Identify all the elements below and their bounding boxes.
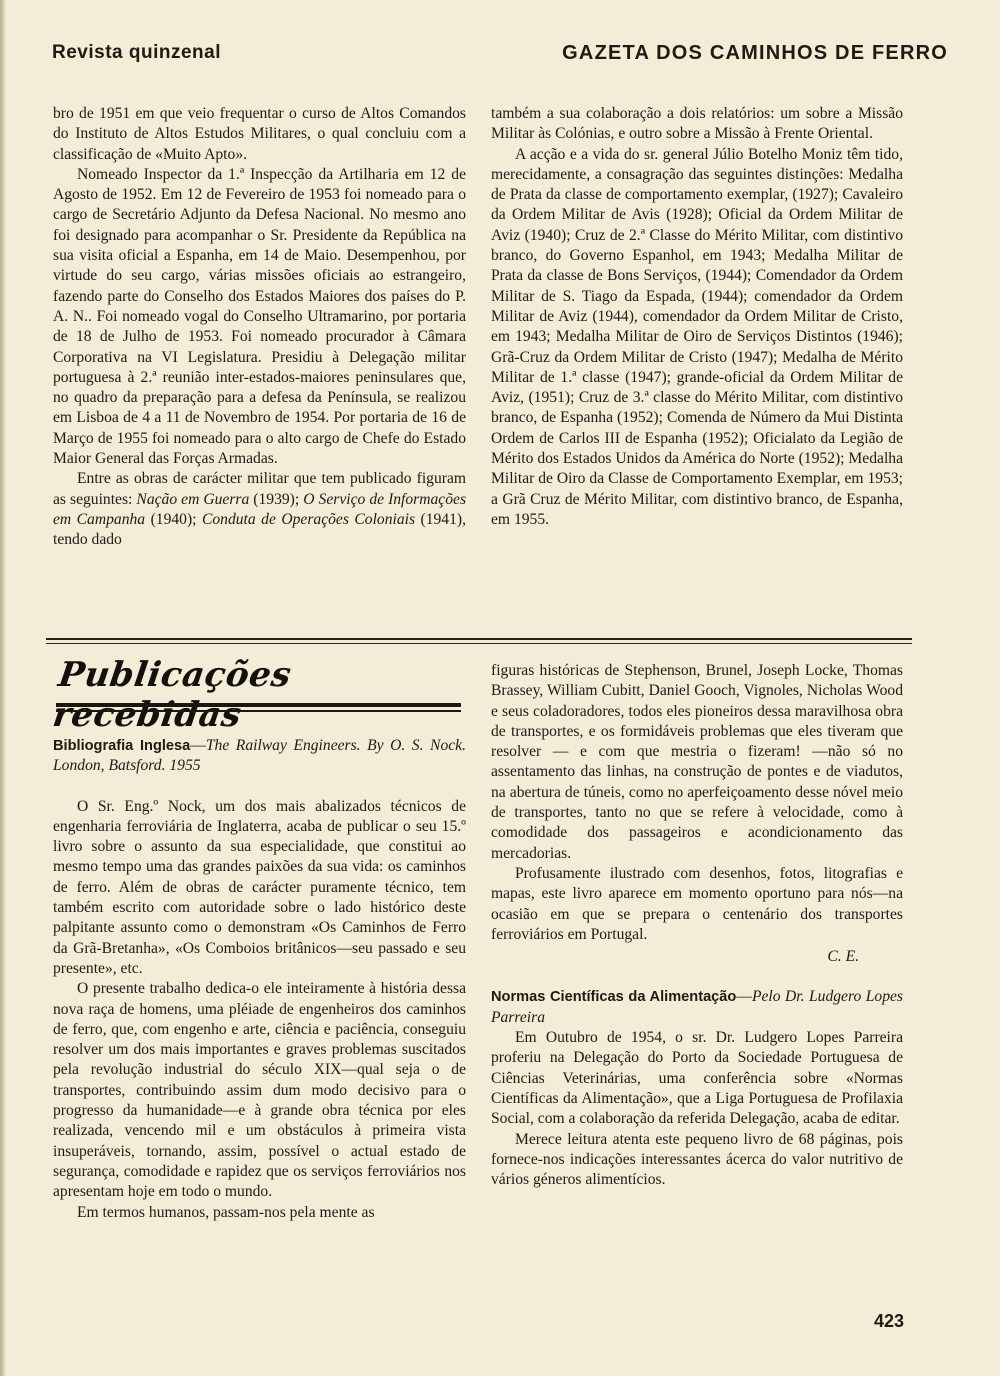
page-edge: [0, 0, 6, 1376]
section-title: Publicações recebidas: [50, 655, 294, 735]
column-top-left: [53, 104, 466, 551]
paragraph-distinctions: A acção e a vida do sr. general Júlio Botelho Moniz têm tido, merecidamente, a consagração das seguintes distinções: Medalha de Prata da classe de comportamento exemplar, (1927); Cavaleiro da Ordem Militar de Avis (1928); Oficial da Ordem Militar de Aviz (1940); Cruz de 2.ª Classe do Mérito Militar, com distintivo branco, do Governo Espanhol, em 1943; Medalha Militar de Prata da classe de Bons Serviços, (1944); Comendador da Ordem Militar de S. Tiago da Espada, (1944); comendador da Ordem Militar de Aviz (1944), comendador da Ordem Militar de Cristo, em 1943; Medalha Militar de Oiro de Serviços Distintos (1946); Grã-Cruz da Ordem Militar de Cristo (1947); Medalha de Mérito Militar de 1.ª classe (1947); grande-oficial da Ordem Militar de Aviz, (1951); Cruz de 3.ª classe do Mérito Militar, com distintivo branco, de Espanha (1952); Comenda de Número da Mui Distinta Ordem de Carlos III de Espanha (1952); Oficialato da Legião de Mérito dos Estados Unidos da América do Norte (1952); Medalha Militar de Oiro da Classe de Comportamento Exemplar, em 1953; a Grã Cruz de Mérito Militar, com distintivo branco, de Espanha, em 1955.: [491, 145, 903, 528]
paragraph: bro de 1951 em que veio frequentar o curso de Altos Comandos do Instituto de Altos Estudos Militares, o qual concluiu com a classificação de «Muito Apto».: [53, 105, 466, 163]
paragraph-works: Entre as obras de carácter militar que tem publicado figuram as seguintes: Nação em Guerra (1939); O Serviço de Informações em Campanha (1940); Conduta de Operações Coloniais (1941), tendo dado: [53, 470, 467, 549]
title-underline: [56, 703, 461, 713]
section-divider: [46, 638, 912, 648]
review-book-title: The Railway Engineers. By O. S. Nock. London, Batsford. 1955: [53, 737, 466, 775]
paragraph: O Sr. Eng.º Nock, um dos mais abalizados técnicos de engenharia ferroviária de Inglaterra, acaba de publicar o seu 15.º livro sobre o assunto da sua especialidade, que constitui ao mesmo tempo uma das grandes paixões da sua vida: os caminhos de ferro. Além de obras de carácter puramente técnico, tem também escrito com autoridade sobre o lado histórico deste palpitante assunto como o demonstram «Os Caminhos de Ferro da Grã-Bretanha», «Os Comboios britânicos—seu passado e seu presente», etc.: [53, 797, 466, 977]
column-bottom-right: [491, 661, 903, 1190]
paragraph: Profusamente ilustrado com desenhos, fotos, litografias e mapas, este livro aparece em momento oportuno para nós—na ocasião em que se prepara o centenário dos transportes ferroviários em Portugal.: [491, 864, 903, 943]
page-number: 423: [873, 1311, 904, 1331]
periodicity-label: Revista quinzenal: [52, 42, 221, 63]
work-title: O Serviço de Informações em Campanha: [53, 490, 467, 528]
paragraph: também a sua colaboração a dois relatórios: um sobre a Missão Militar às Colónias, e outro sobre a Missão à Frente Oriental.: [491, 105, 903, 143]
work-title: Nação em Guerra: [136, 490, 250, 508]
review-heading: Bibliografia Inglesa—The Railway Engineers. By O. S. Nock. London, Batsford. 1955: [53, 737, 466, 775]
paragraph: Em Outubro de 1954, o sr. Dr. Ludgero Lopes Parreira proferiu na Delegação do Porto da Sociedade Portuguesa de Ciências Veterinárias, uma conferência sobre «Normas Científicas da Alimentação», que a Liga Portuguesa de Profilaxia Social, com a colaboração da referida Delegação, acaba de editar.: [491, 1029, 903, 1128]
running-head: [52, 42, 948, 72]
paragraph: Em termos humanos, passam-nos pela mente as: [77, 1203, 375, 1221]
paragraph: O presente trabalho dedica-o ele inteiramente à história dessa nova raça de homens, uma pléiade de engenheiros dos caminhos de ferro, que, com engenho e arte, ciência e paciência, conseguiu resolver um dos mais importantes e graves problemas suscitados pela revolução industrial do século XIX—qual seja o de transportes, contribuindo assim dum modo decisivo para o progresso da humanidade—e à grande obra técnica por eles realizada, vencendo mil e um obstáculos à primeira vista insuperáveis, tornando, assim, possível o actual estado de segurança, comodidade e rapidez que os serviços ferroviários nos apresentam hoje em todo o mundo.: [53, 980, 466, 1201]
column-top-right: [491, 104, 903, 530]
work-title: Conduta de Operações Coloniais: [201, 510, 416, 528]
review-author: Pelo Dr. Ludgero Lopes Parreira: [491, 988, 903, 1026]
author-initials: C. E.: [827, 948, 859, 966]
review-book-title: Normas Científicas da Alimentação: [491, 989, 737, 1006]
journal-title: GAZETA DOS CAMINHOS DE FERRO: [562, 42, 948, 64]
paragraph: Merece leitura atenta este pequeno livro de 68 páginas, pois fornece-nos indicações interessantes ácerca do valor nutritivo de vários géneros alimentícios.: [491, 1130, 903, 1189]
paragraph: Nomeado Inspector da 1.ª Inspecção da Artilharia em 12 de Agosto de 1952. Em 12 de Fevereiro de 1953 foi nomeado para o cargo de Secretário Adjunto da Defesa Nacional. No mesmo ano foi designado para acompanhar o Sr. Presidente da República na sua visita oficial a Espanha, em 14 de Maio. Desempenhou, por virtude do seu cargo, várias missões oficiais ao estrangeiro, fazendo parte do Conselho dos Estados Maiores dos países do P. A. N.. Foi nomeado vogal do Conselho Ultramarino, por portaria de 18 de Julho de 1953. Foi nomeado procurador à Câmara Corporativa na VI Legislatura. Presidiu à Delegação militar portuguesa à 2.ª reunião inter-estados-maiores peninsulares que, no quadro da preparação para a defesa da Península, se realizou em Lisboa de 4 a 11 de Novembro de 1954. Por portaria de 16 de Março de 1955 foi nomeado para o alto cargo de Chefe do Estado Maior General das Forças Armadas.: [53, 165, 466, 468]
review-category: Bibliografia Inglesa: [53, 738, 191, 754]
column-bottom-left: [53, 736, 466, 1223]
paragraph: figuras históricas de Stephenson, Brunel, Joseph Locke, Thomas Brassey, William Cubitt, Daniel Gooch, Vignoles, Nicholas Wood e seus coladoradores, todos eles pioneiros dessa maravilhosa obra de transportes, e os formidáveis problemas que eles tiveram que resolver — e com que mestria o fizeram! —não só no assentamento das linhas, na construção de pontes e de viadutos, na abertura de túneis, como no aperfeiçoamento desse nóvel meio de transportes, tanto no que se refere à velocidade, como à comodidade dos passageiros e acondicionamento das mercadorias.: [491, 662, 903, 862]
review-heading: Normas Científicas da Alimentação—Pelo Dr. Ludgero Lopes Parreira: [491, 988, 903, 1026]
